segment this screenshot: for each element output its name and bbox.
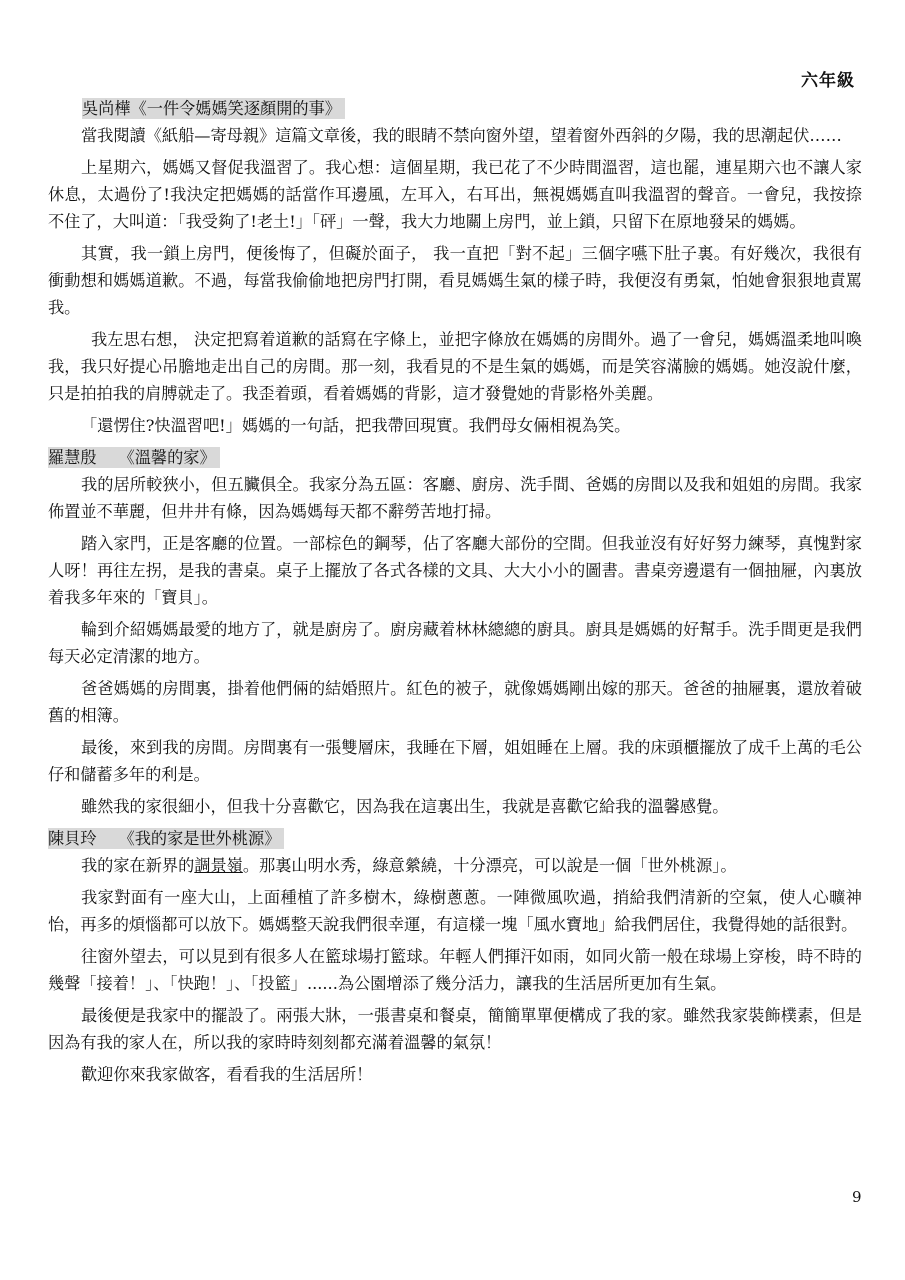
paragraph: 我的居所較狹小，但五臟俱全。我家分為五區：客廳、廚房、洗手間、爸媽的房間以及我和姐姐的房間。我家佈置並不華麗，但井井有條，因為媽媽每天都不辭勞苦地打掃。 [48, 475, 862, 521]
essay-title: 《溫馨的家》 [118, 448, 216, 467]
paragraph: 歡迎你來我家做客，看看我的生活居所！ [81, 1065, 373, 1084]
author-name: 吳尚樺 [82, 99, 131, 118]
section-heading-highlight [48, 828, 284, 849]
paragraph: 輪到介紹媽媽最愛的地方了，就是廚房了。廚房藏着林林總總的廚具。廚具是媽媽的好幫手。洗手間更是我們每天必定清潔的地方。 [48, 620, 862, 666]
paragraph: 最後便是我家中的擺設了。兩張大牀，一張書桌和餐桌，簡簡單單便構成了我的家。雖然我家裝飾樸素，但是因為有我的家人在，所以我的家時時刻刻都充滿着溫馨的氣氛！ [48, 1006, 862, 1052]
paragraph: 最後，來到我的房間。房間裏有一張雙層床，我睡在下層，姐姐睡在上層。我的床頭櫃擺放了成千上萬的毛公仔和儲蓄多年的利是。 [48, 738, 862, 784]
paragraph: 往窗外望去，可以見到有很多人在籃球場打籃球。年輕人們揮汗如雨，如同火箭一般在球場上穿梭，時不時的幾聲「接着！」、「快跑！」、「投籃」......為公園增添了幾分活力，讓我的生活居所更加有生氣。 [48, 947, 862, 993]
document-body [48, 95, 862, 1093]
section-heading-highlight [82, 98, 345, 119]
section-heading [48, 825, 862, 852]
paragraph: 我家對面有一座大山，上面種植了許多樹木，綠樹蔥蔥。一陣微風吹過，捎給我們清新的空氣，使人心曠神怡，再多的煩惱都可以放下。媽媽整天說我們很幸運，有這樣一塊「風水寶地」給我們居住，我覺得她的話很對。 [48, 888, 862, 934]
essay-title: 《我的家是世外桃源》 [118, 829, 281, 848]
paragraph: 雖然我的家很細小，但我十分喜歡它，因為我在這裏出生，我就是喜歡它給我的溫馨感覺。 [81, 797, 729, 816]
place-name: 調景嶺 [194, 856, 243, 875]
section-heading [48, 95, 862, 122]
paragraph: 我左思右想， 決定把寫着道歉的話寫在字條上，並把字條放在媽媽的房間外。過了一會兒，媽媽溫柔地叫喚我，我只好提心吊膽地走出自己的房間。那一刻，我看見的不是生氣的媽媽，而是笑容滿臉的媽媽。她沒說什麼，只是拍拍我的肩膊就走了。我歪着頭，看着媽媽的背影，這才發覺她的背影格外美麗。 [48, 330, 862, 403]
paragraph: 「還愣住?快溫習吧!」媽媽的一句話，把我帶回現實。我們母女倆相視為笑。 [81, 416, 631, 435]
section-heading-highlight [48, 447, 220, 468]
paragraph: 當我閱讀《紙船—寄母親》這篇文章後，我的眼睛不禁向窗外望，望着窗外西斜的夕陽，我的思潮起伏…… [81, 126, 842, 145]
paragraph [48, 852, 862, 879]
essay-title: 《一件令媽媽笑逐顏開的事》 [130, 99, 341, 118]
paragraph-text: 我的家在新界的 [81, 856, 195, 875]
page-number: 9 [852, 1188, 862, 1206]
section-heading [48, 444, 862, 471]
paragraph: 踏入家門，正是客廳的位置。一部棕色的鋼琴，佔了客廳大部份的空間。但我並沒有好好努力練琴，真愧對家人呀！再往左拐，是我的書桌。桌子上擺放了各式各樣的文具、大大小小的圖書。書桌旁邊還有一個抽屜，內裏放着我多年來的「寶貝」。 [48, 534, 862, 607]
paragraph-text: 。那裏山明水秀，綠意縈繞，十分漂亮，可以說是一個「世外桃源」。 [242, 856, 737, 875]
paragraph: 上星期六，媽媽又督促我溫習了。我心想：這個星期，我已花了不少時間溫習，這也罷，連星期六也不讓人家休息，太過份了!我決定把媽媽的話當作耳邊風，左耳入，右耳出，無視媽媽直叫我溫習的聲音。一會兒，我按捺不住了，大叫道：「我受夠了!老土!」「砰」一聲，我大力地關上房門，並上鎖，只留下在原地發呆的媽媽。 [48, 158, 862, 231]
paragraph: 其實，我一鎖上房門，便後悔了，但礙於面子， 我一直把「對不起」三個字嚥下肚子裏。有好幾次，我很有衝動想和媽媽道歉。不過，每當我偷偷地把房門打開，看見媽媽生氣的樣子時，我便沒有勇氣，怕她會狠狠地責罵我。 [48, 244, 862, 317]
grade-label: 六年級 [801, 71, 855, 91]
author-name: 羅慧殷 [48, 448, 97, 467]
author-name: 陳貝玲 [48, 829, 97, 848]
paragraph: 爸爸媽媽的房間裏，掛着他們倆的結婚照片。紅色的被子，就像媽媽剛出嫁的那天。爸爸的抽屜裏，還放着破舊的相簿。 [48, 679, 862, 725]
